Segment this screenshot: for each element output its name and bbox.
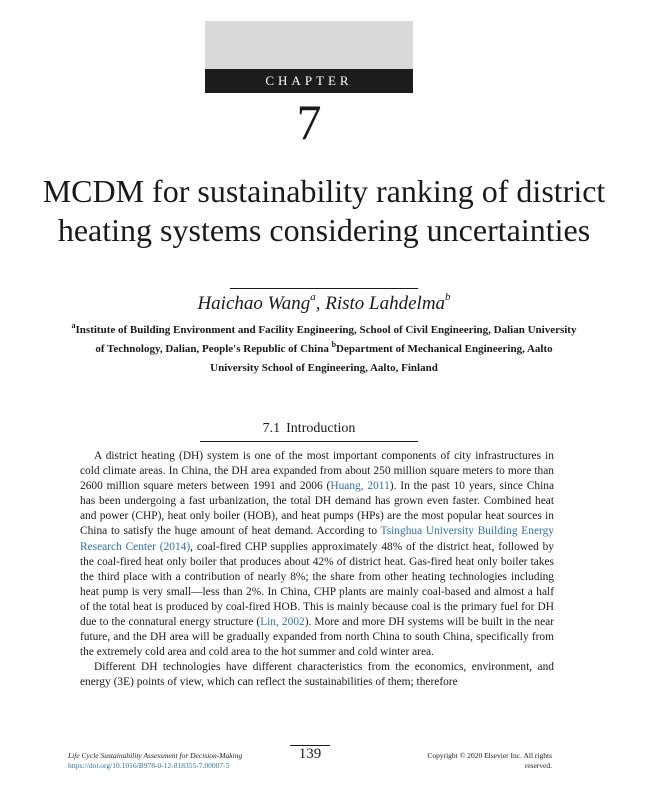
affiliation-mark: a	[71, 321, 76, 330]
doi-link[interactable]: https://doi.org/10.1016/B978-0-12-818355-7.00007-5	[68, 761, 230, 770]
author-name: Haichao Wang	[197, 293, 311, 314]
affiliation-a: Institute of Building Environment and Facility Engineering, School of Civil Engineering, Dalian University of Technology, Dalian, People's Republic of China	[75, 324, 577, 355]
title-divider	[230, 288, 418, 289]
affiliation-mark: b	[331, 340, 337, 349]
citation-link[interactable]: Huang, 2011	[330, 480, 390, 493]
author-affiliation-mark: a	[310, 291, 316, 303]
chapter-label: CHAPTER	[205, 69, 413, 93]
citation-link[interactable]: Lin, 2002	[260, 616, 305, 629]
section-number: 7.1	[262, 421, 281, 436]
book-title: Life Cycle Sustainability Assessment for Decision-Making	[68, 751, 243, 760]
author-separator: ,	[315, 293, 326, 314]
copyright-notice: Copyright © 2020 Elsevier Inc. All rights reserved.	[427, 751, 552, 770]
affiliation-b: Department of Mechanical Engineering, Aalto University School of Engineering, Aalto, Finland	[210, 343, 553, 374]
author-list	[40, 292, 608, 316]
text-run: ). In the past 10 years, since China has been undergoing a fast urbanization, the total DH demand has grown even faster. Combined heat and power (CHP), heat only boiler (HOB), and heat pumps (HPs) are the most popular heat sources in China to satisfy the huge amount of heat demand. According to	[80, 480, 555, 538]
chapter-title: MCDM for sustainability ranking of district heating systems considering uncertainties	[42, 173, 606, 248]
page-number: 139	[298, 746, 322, 762]
section-heading	[200, 420, 418, 442]
text-run: A district heating (DH) system is one of the most important components of city infrastructures in cold climate areas. In China, the DH area expanded from about 250 million square meters to more than 2600 million square meters between 1991 and 2006 (	[80, 450, 554, 493]
author-name: Risto Lahdelma	[325, 293, 446, 314]
chapter-number: 7	[296, 94, 322, 150]
citation-link[interactable]: Tsinghua University Building Energy Research Center (2014)	[80, 525, 554, 553]
text-run: ). More and more DH systems will be built in the near future, and the DH area will be gradually expanded from north China to south China, specifically from the extremely cold area and cold area to the hot summer and cold winter area.	[80, 616, 554, 659]
affiliations	[70, 321, 578, 378]
author-affiliation-mark: b	[445, 291, 451, 303]
section-title: Introduction	[286, 421, 356, 436]
paragraph	[80, 449, 554, 660]
text-run: , coal-fired CHP supplies approximately 48% of the district heat, followed by the coal-fired heat only boiler that produces about 42% of district heat. Gas-fired heat only boiler takes the third place with a contribution of nearly 8%; the share from other heating technologies including heat pump is very small—less than 2%. In China, CHP plants are mainly coal-based and almost a half of the total heat is produced by coal-fired HOB. This is mainly because coal is the primary fuel for DH due to the connatural energy structure (	[80, 540, 554, 629]
body-text	[80, 449, 554, 691]
chapter-header-box	[205, 21, 413, 69]
paragraph: Different DH technologies have different characteristics from the economics, environment, and energy (3E) points of view, which can reflect the sustainabilities of them; therefore	[80, 661, 554, 689]
